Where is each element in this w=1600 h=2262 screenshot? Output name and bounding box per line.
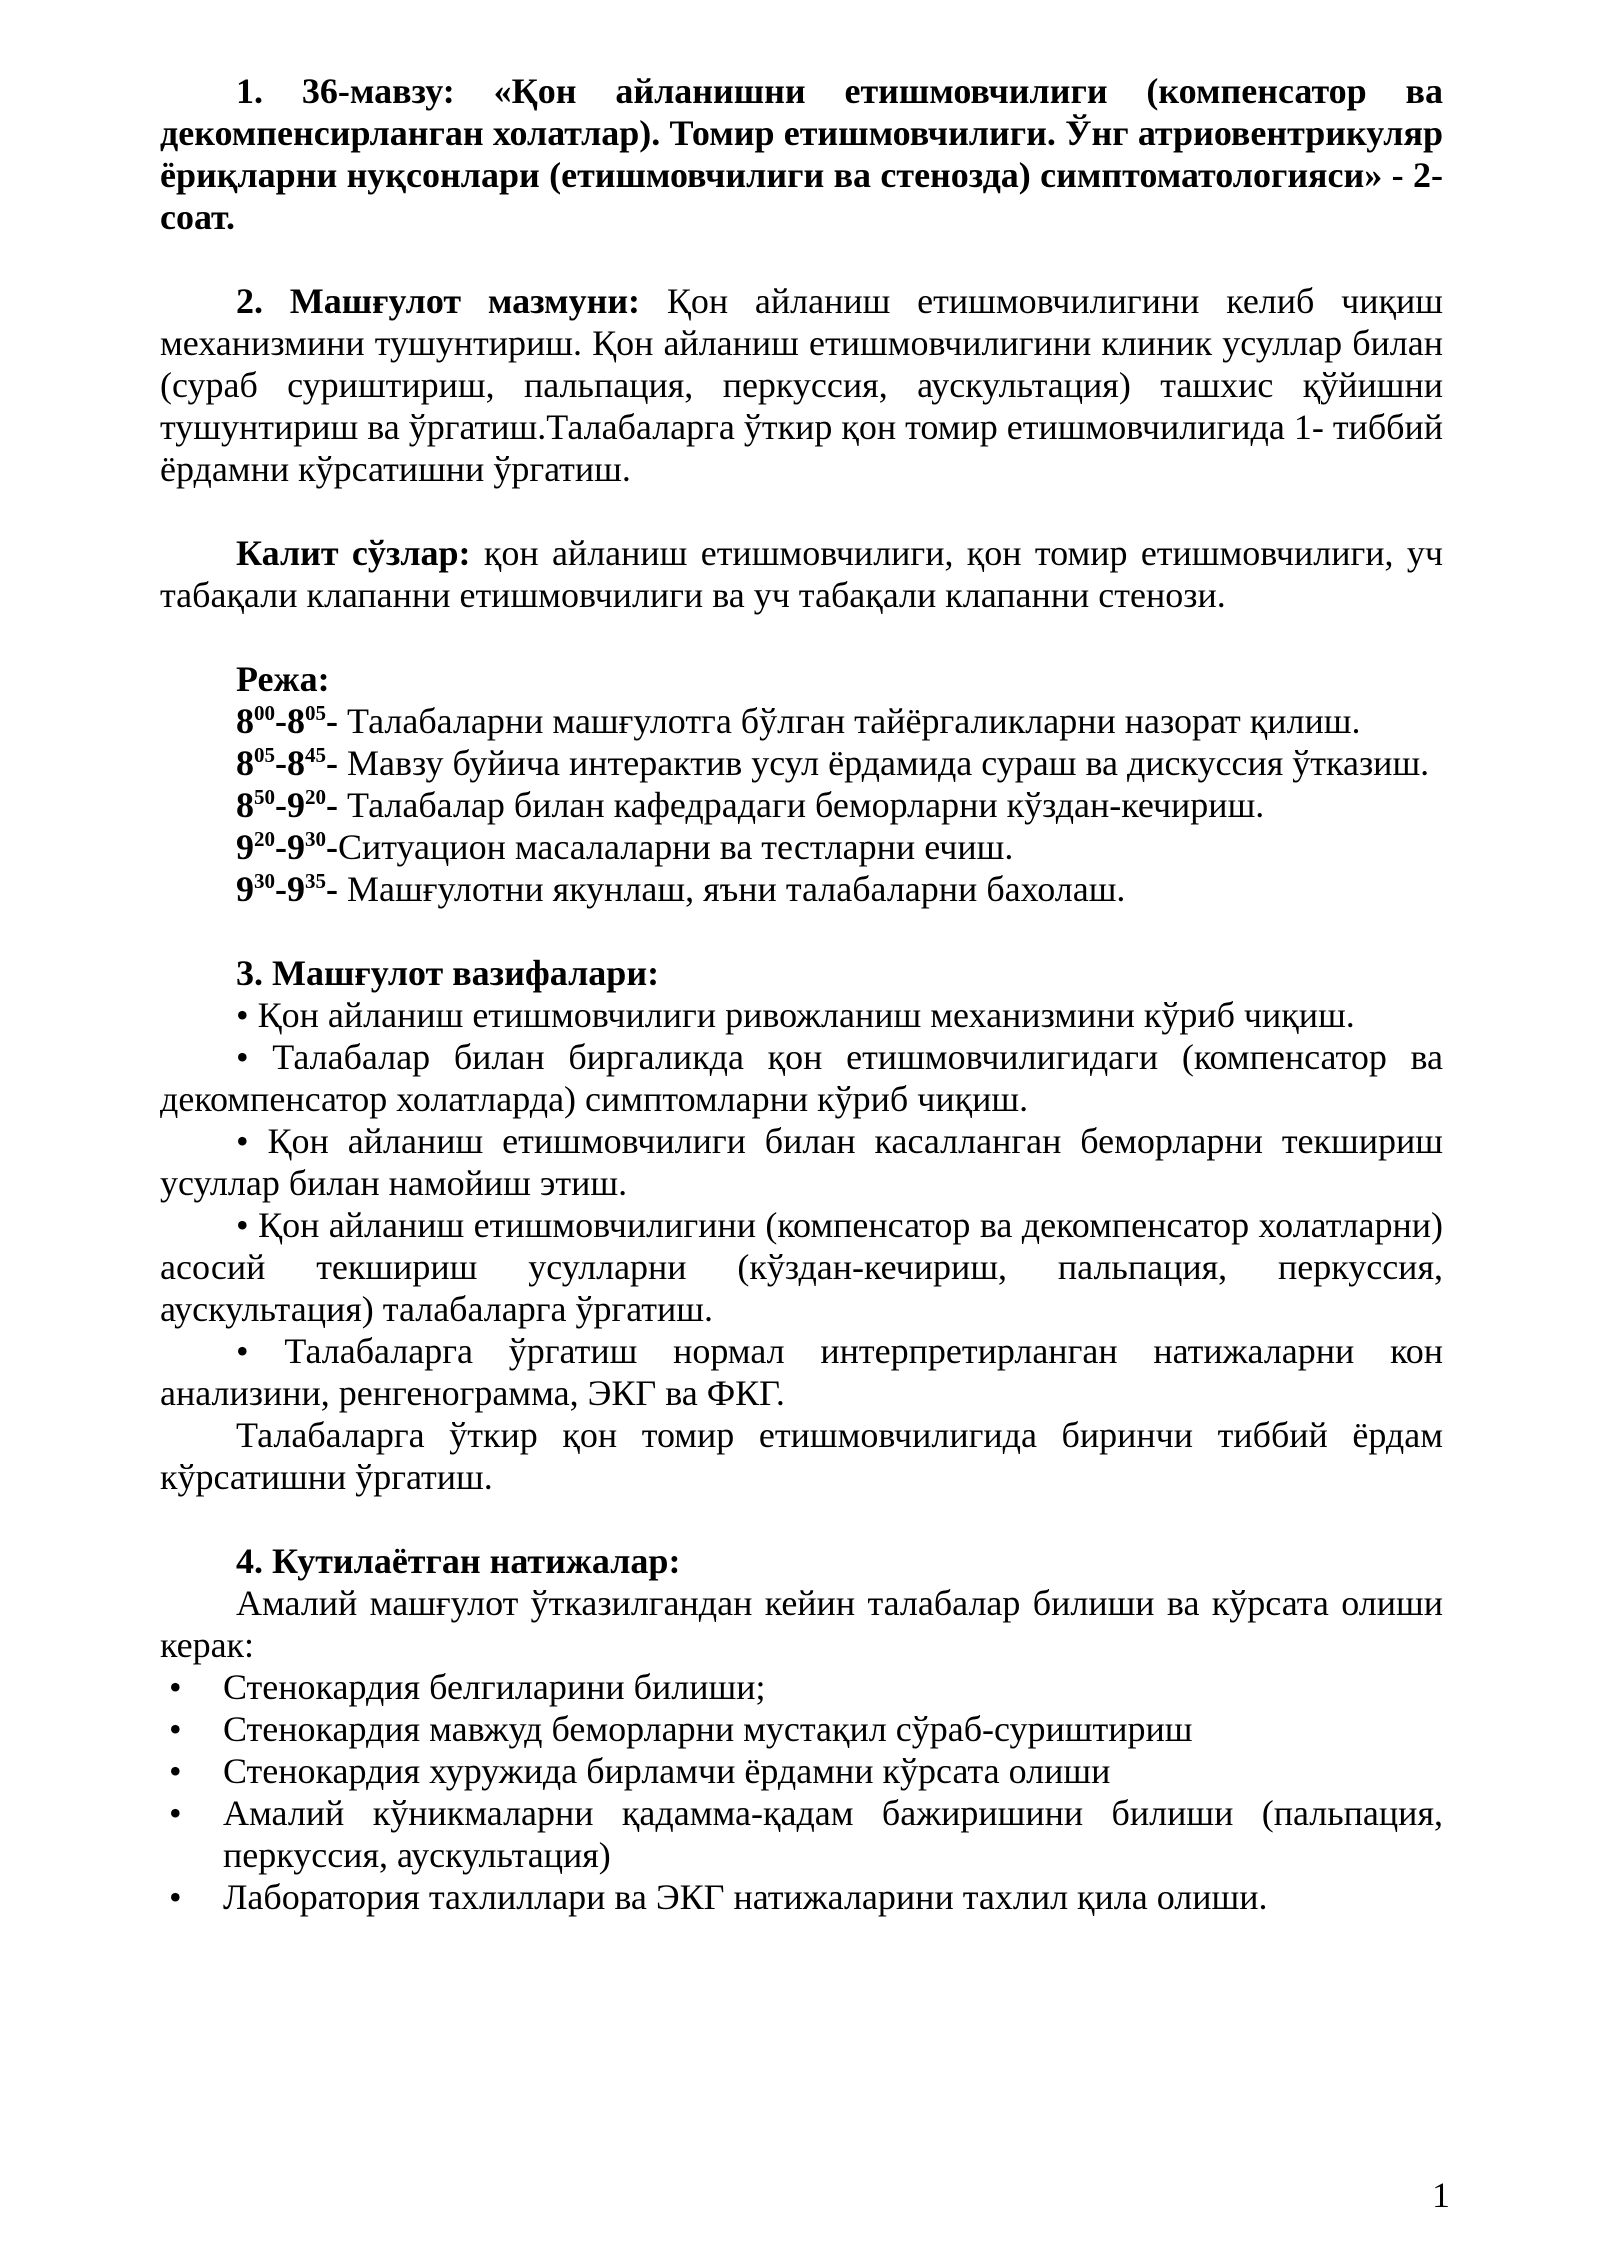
task-item	[160, 1120, 1443, 1204]
schedule-time	[236, 827, 338, 867]
bullet-icon: •	[236, 1205, 249, 1245]
schedule-superscript: 05	[305, 701, 326, 725]
lesson-content-label: 2. Машғулот мазмуни:	[236, 281, 641, 321]
task-item-text: Талабалар билан биргаликда қон етишмовчилигидаги (компенсатор ва декомпенсатор холатларда) симптомларни кўриб чиқиш.	[160, 1037, 1443, 1119]
task-item-text: Қон айланиш етишмовчилиги ривожланиш механизмини кўриб чиқиш.	[248, 995, 1355, 1035]
schedule-line	[160, 742, 1443, 784]
schedule-text: Талабаларни машғулотга бўлган тайёргаликларни назорат қилиш.	[338, 701, 1361, 741]
schedule-superscript: 45	[305, 743, 326, 767]
outcome-item-text: Амалий кўникмаларни қадамма-қадам бажиришини билиши (пальпация, перкуссия, аускультация)	[223, 1793, 1443, 1875]
schedule-superscript: 00	[254, 701, 275, 725]
schedule-text: Талабалар билан кафедрадаги беморларни кўздан-кечириш.	[338, 785, 1265, 825]
outcome-item-text: Стенокардия белгиларини билиши;	[223, 1667, 766, 1707]
schedule-time-part: -9	[275, 827, 305, 867]
page-number: 1	[1432, 2175, 1450, 2215]
schedule-time	[236, 785, 338, 825]
outcome-item	[160, 1708, 1443, 1750]
schedule-time-part: -	[326, 785, 338, 825]
schedule-time-part: 8	[236, 701, 254, 741]
section4-intro: Амалий машғулот ўтказилгандан кейин талабалар билиши ва кўрсата олиши керак:	[160, 1583, 1443, 1665]
topic-heading: 1. 36-мавзу: «Қон айланишни етишмовчилиги (компенсатор ва декомпенсирланган холатлар). Томир етишмовчилиги. Ўнг атриовентрикуляр ёриқларни нуқсонлари (етишмовчилиги ва стенозда) симптоматологияси» - 2-соат.	[160, 71, 1443, 237]
task-item-text: Қон айланиш етишмовчилиги билан касалланган беморларни текшириш усуллар билан намойиш этиш.	[160, 1121, 1443, 1203]
schedule-superscript: 30	[254, 869, 275, 893]
section3-heading: 3. Машғулот вазифалари:	[236, 953, 660, 993]
outcome-item	[160, 1750, 1443, 1792]
schedule-superscript: 20	[254, 827, 275, 851]
schedule-superscript: 30	[305, 827, 326, 851]
schedule-time-part: -8	[275, 743, 305, 783]
task-item-text: Талабаларга ўргатиш нормал интерпретирланган натижаларни кон анализини, ренгенограмма, ЭКГ ва ФКГ.	[160, 1331, 1443, 1413]
schedule-time-part: -	[326, 869, 338, 909]
schedule-line	[160, 826, 1443, 868]
section3-closing-paragraph: Талабаларга ўткир қон томир етишмовчилигида биринчи тиббий ёрдам кўрсатишни ўргатиш.	[160, 1415, 1443, 1497]
schedule-superscript: 20	[305, 785, 326, 809]
keywords-text: қон айланиш етишмовчилиги, қон томир етишмовчилиги, уч табақали клапанни етишмовчилиги ва уч табақали клапанни стенози.	[160, 533, 1443, 615]
task-item	[160, 1036, 1443, 1120]
bullet-icon: •	[169, 1877, 182, 1917]
bullet-icon: •	[169, 1667, 182, 1707]
schedule-time-part: -	[326, 827, 338, 867]
bullet-icon: •	[236, 1331, 249, 1371]
schedule-line	[160, 700, 1443, 742]
schedule-time-part: -9	[275, 869, 305, 909]
schedule-superscript: 50	[254, 785, 275, 809]
schedule-time	[236, 701, 338, 741]
outcome-item	[160, 1666, 1443, 1708]
schedule-time-part: -	[326, 701, 338, 741]
schedule-superscript: 05	[254, 743, 275, 767]
schedule-line	[160, 868, 1443, 910]
schedule-time-part: 9	[236, 827, 254, 867]
keywords-label: Калит сўзлар:	[236, 533, 471, 573]
lesson-content-paragraph	[160, 280, 1443, 490]
schedule-time-part: 9	[236, 869, 254, 909]
keywords-paragraph	[160, 532, 1443, 616]
schedule-time-part: 8	[236, 743, 254, 783]
bullet-icon: •	[236, 1121, 249, 1161]
task-item-text: Қон айланиш етишмовчилигини (компенсатор ва декомпенсатор холатларни) асосий текшириш усулларни (кўздан-кечириш, пальпация, перкуссия, аускультация) талабаларга ўргатиш.	[160, 1205, 1443, 1329]
schedule-time	[236, 743, 338, 783]
section4-heading: 4. Кутилаётган натижалар:	[236, 1541, 681, 1581]
lesson-content-text: Қон айланиш етишмовчилигини келиб чиқиш механизмини тушунтириш. Қон айланиш етишмовчилигини клиник усуллар билан (сураб суриштириш, пальпация, перкуссия, аускультация) ташхис қўйишни тушунтириш ва ўргатиш.Талабаларга ўткир қон томир етишмовчилигида 1- тиббий ёрдамни кўрсатишни ўргатиш.	[160, 281, 1443, 489]
schedule-time-part: -9	[275, 785, 305, 825]
outcome-item-text: Стенокардия хуружида бирламчи ёрдамни кўрсата олиши	[223, 1751, 1111, 1791]
bullet-icon: •	[169, 1709, 182, 1749]
schedule-superscript: 35	[305, 869, 326, 893]
schedule-line	[160, 784, 1443, 826]
schedule-text: Мавзу буйича интерактив усул ёрдамида сураш ва дискуссия ўтказиш.	[338, 743, 1430, 783]
schedule-time-part: -	[326, 743, 338, 783]
outcome-item-text: Стенокардия мавжуд беморларни мустақил сўраб-суриштириш	[223, 1709, 1193, 1749]
task-item	[160, 994, 1443, 1036]
plan-heading: Режа:	[236, 659, 330, 699]
schedule-time	[236, 869, 338, 909]
schedule-text: Машғулотни якунлаш, яъни талабаларни бахолаш.	[338, 869, 1126, 909]
outcome-item	[160, 1792, 1443, 1876]
bullet-icon: •	[169, 1793, 182, 1833]
bullet-icon: •	[236, 1037, 249, 1077]
schedule-time-part: 8	[236, 785, 254, 825]
schedule-text: Ситуацион масалаларни ва тестларни ечиш.	[338, 827, 1014, 867]
outcome-item-text: Лаборатория тахлиллари ва ЭКГ натижаларини тахлил қила олиши.	[223, 1877, 1268, 1917]
bullet-icon: •	[236, 995, 249, 1035]
task-item	[160, 1330, 1443, 1414]
task-item	[160, 1204, 1443, 1330]
schedule-time-part: -8	[275, 701, 305, 741]
outcome-item	[160, 1876, 1443, 1918]
bullet-icon: •	[169, 1751, 182, 1791]
